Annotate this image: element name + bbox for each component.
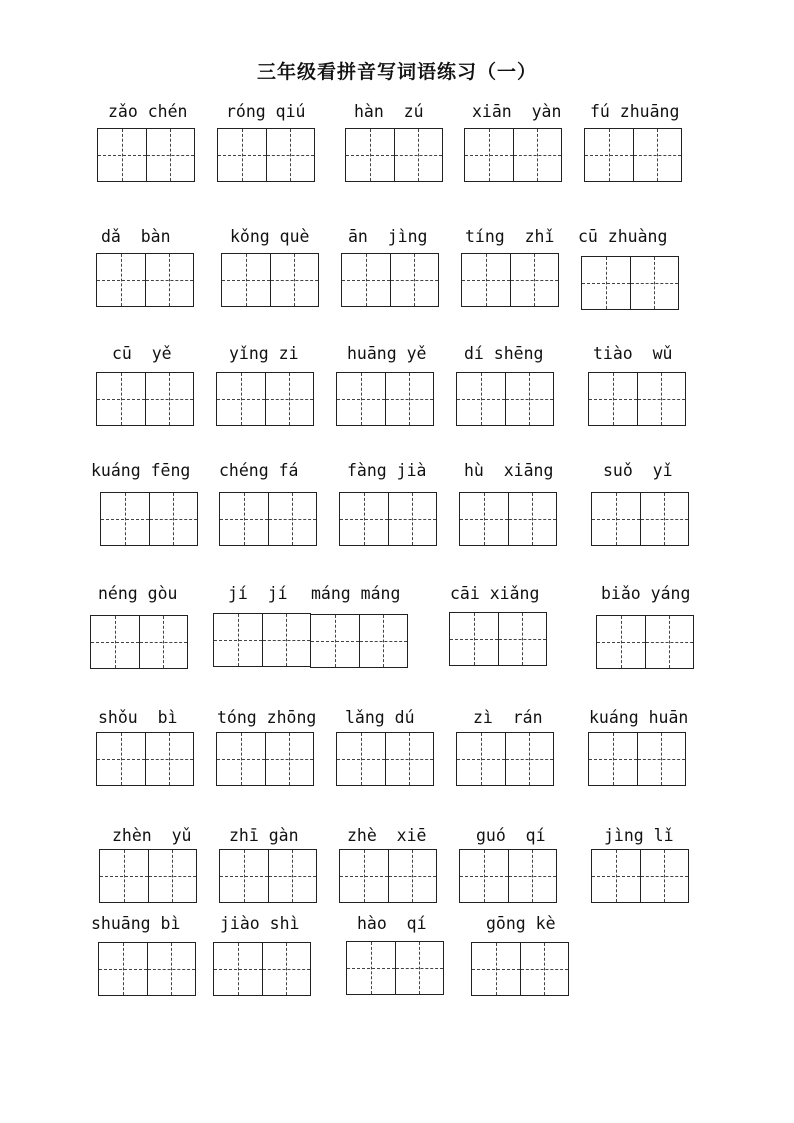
grid-cell[interactable] <box>262 614 311 666</box>
pinyin-label: zǎo chén <box>108 102 188 121</box>
grid-cell[interactable] <box>145 254 194 306</box>
pinyin-label: suǒ yǐ <box>603 461 673 480</box>
pinyin-label: fàng jià <box>347 461 427 480</box>
writing-grid[interactable] <box>310 614 408 668</box>
writing-grid[interactable] <box>97 128 195 182</box>
grid-cell[interactable] <box>139 616 188 668</box>
writing-grid[interactable] <box>449 612 547 666</box>
writing-grid[interactable] <box>584 128 682 182</box>
pinyin-label: tiào wǔ <box>593 344 673 363</box>
grid-cell[interactable] <box>101 493 149 545</box>
grid-cell[interactable] <box>270 254 319 306</box>
grid-cell[interactable] <box>347 942 395 994</box>
grid-cell[interactable] <box>337 373 385 425</box>
pinyin-label: xiān yàn <box>472 102 562 121</box>
grid-cell[interactable] <box>582 257 630 309</box>
grid-cell[interactable] <box>145 373 194 425</box>
pinyin-label: zhī gàn <box>229 826 299 845</box>
grid-cell[interactable] <box>346 129 394 181</box>
grid-cell[interactable] <box>597 616 645 668</box>
writing-grid[interactable] <box>596 615 694 669</box>
grid-cell[interactable] <box>218 129 266 181</box>
grid-cell[interactable] <box>505 733 554 785</box>
pinyin-label: zì rán <box>473 708 543 727</box>
grid-cell[interactable] <box>265 733 314 785</box>
grid-cell[interactable] <box>217 373 265 425</box>
writing-grid[interactable] <box>100 492 198 546</box>
grid-cell[interactable] <box>640 493 689 545</box>
grid-cell[interactable] <box>220 850 268 902</box>
grid-cell[interactable] <box>147 943 196 995</box>
writing-grid[interactable] <box>341 253 439 307</box>
grid-cell[interactable] <box>145 733 194 785</box>
grid-cell[interactable] <box>585 129 633 181</box>
grid-cell[interactable] <box>214 614 262 666</box>
grid-cell[interactable] <box>266 129 315 181</box>
pinyin-label: ān jìng <box>348 227 428 246</box>
grid-cell[interactable] <box>359 615 408 667</box>
pinyin-label: kuáng huān <box>589 708 689 727</box>
pinyin-label: hù xiāng <box>464 461 554 480</box>
grid-cell[interactable] <box>390 254 439 306</box>
writing-grid[interactable] <box>219 849 317 903</box>
grid-cell[interactable] <box>465 129 513 181</box>
pinyin-label: jiào shì <box>220 914 300 933</box>
writing-grid[interactable] <box>221 253 319 307</box>
grid-cell[interactable] <box>457 733 505 785</box>
grid-cell[interactable] <box>268 850 317 902</box>
writing-grid[interactable] <box>99 849 197 903</box>
pinyin-label: guó qí <box>476 826 546 845</box>
pinyin-label: cū yě <box>112 344 172 363</box>
writing-grid[interactable] <box>96 372 194 426</box>
writing-grid[interactable] <box>345 128 443 182</box>
writing-grid[interactable] <box>96 732 194 786</box>
grid-cell[interactable] <box>98 129 146 181</box>
grid-cell[interactable] <box>589 733 637 785</box>
grid-cell[interactable] <box>222 254 270 306</box>
grid-cell[interactable] <box>385 373 434 425</box>
grid-cell[interactable] <box>146 129 195 181</box>
page-title: 三年级看拼音写词语练习（一） <box>256 61 537 83</box>
pinyin-label: tóng zhōng <box>217 708 317 727</box>
grid-cell[interactable] <box>337 733 385 785</box>
grid-cell[interactable] <box>340 493 388 545</box>
writing-grid[interactable] <box>213 613 311 667</box>
grid-cell[interactable] <box>100 850 148 902</box>
writing-grid[interactable] <box>581 256 679 310</box>
pinyin-label: zhè xiē <box>347 826 427 845</box>
grid-cell[interactable] <box>460 850 508 902</box>
grid-cell[interactable] <box>149 493 198 545</box>
grid-cell[interactable] <box>645 616 694 668</box>
writing-grid[interactable] <box>591 849 689 903</box>
writing-grid[interactable] <box>336 372 434 426</box>
grid-cell[interactable] <box>505 373 554 425</box>
grid-cell[interactable] <box>637 373 686 425</box>
pinyin-label: yǐng zi <box>229 344 299 363</box>
writing-grid[interactable] <box>588 372 686 426</box>
grid-cell[interactable] <box>342 254 390 306</box>
grid-cell[interactable] <box>450 613 498 665</box>
pinyin-label: dí shēng <box>464 344 544 363</box>
writing-grid[interactable] <box>588 732 686 786</box>
writing-grid[interactable] <box>459 492 557 546</box>
pinyin-label: hàn zú <box>354 102 424 121</box>
writing-grid[interactable] <box>461 253 559 307</box>
grid-cell[interactable] <box>508 493 557 545</box>
pinyin-label: shuāng bì <box>91 914 181 933</box>
grid-cell[interactable] <box>385 733 434 785</box>
pinyin-label: hào qí <box>357 914 427 933</box>
pinyin-label: kǒng què <box>230 227 310 246</box>
grid-cell[interactable] <box>457 373 505 425</box>
writing-grid[interactable] <box>464 128 562 182</box>
writing-grid[interactable] <box>471 942 569 996</box>
pinyin-label: zhèn yǔ <box>112 826 192 845</box>
pinyin-label: gōng kè <box>486 914 556 933</box>
writing-grid[interactable] <box>456 372 554 426</box>
writing-grid[interactable] <box>217 128 315 182</box>
writing-grid[interactable] <box>459 849 557 903</box>
grid-cell[interactable] <box>262 943 311 995</box>
writing-grid[interactable] <box>216 372 314 426</box>
writing-grid[interactable] <box>90 615 188 669</box>
grid-cell[interactable] <box>91 616 139 668</box>
pinyin-label: jí jí <box>228 584 288 603</box>
writing-grid[interactable] <box>339 492 437 546</box>
grid-cell[interactable] <box>311 615 359 667</box>
grid-cell[interactable] <box>508 850 557 902</box>
grid-cell[interactable] <box>388 493 437 545</box>
pinyin-label: fú zhuāng <box>590 102 680 121</box>
writing-grid[interactable] <box>456 732 554 786</box>
grid-cell[interactable] <box>214 943 262 995</box>
grid-cell[interactable] <box>592 850 640 902</box>
pinyin-label: néng gòu <box>98 584 178 603</box>
writing-grid[interactable] <box>98 942 196 996</box>
grid-cell[interactable] <box>148 850 197 902</box>
grid-cell[interactable] <box>637 733 686 785</box>
grid-cell[interactable] <box>589 373 637 425</box>
grid-cell[interactable] <box>97 373 145 425</box>
writing-grid[interactable] <box>213 942 311 996</box>
pinyin-label: tíng zhǐ <box>465 227 555 246</box>
pinyin-label: róng qiú <box>226 102 306 121</box>
grid-cell[interactable] <box>640 850 689 902</box>
grid-cell[interactable] <box>388 850 437 902</box>
pinyin-label: biǎo yáng <box>601 584 691 603</box>
grid-cell[interactable] <box>498 613 547 665</box>
grid-cell[interactable] <box>633 129 682 181</box>
writing-grid[interactable] <box>339 849 437 903</box>
grid-cell[interactable] <box>630 257 679 309</box>
grid-cell[interactable] <box>472 943 520 995</box>
grid-cell[interactable] <box>268 493 317 545</box>
grid-cell[interactable] <box>395 942 444 994</box>
pinyin-label: huāng yě <box>347 344 427 363</box>
grid-cell[interactable] <box>340 850 388 902</box>
grid-cell[interactable] <box>460 493 508 545</box>
pinyin-label: kuáng fēng <box>91 461 191 480</box>
grid-cell[interactable] <box>220 493 268 545</box>
grid-cell[interactable] <box>462 254 510 306</box>
writing-grid[interactable] <box>216 732 314 786</box>
pinyin-label: lǎng dú <box>345 708 415 727</box>
pinyin-label: cū zhuàng <box>578 227 668 246</box>
grid-cell[interactable] <box>513 129 562 181</box>
pinyin-label: chéng fá <box>219 461 299 480</box>
writing-grid[interactable] <box>219 492 317 546</box>
pinyin-label: cāi xiǎng <box>450 584 540 603</box>
grid-cell[interactable] <box>520 943 569 995</box>
writing-grid[interactable] <box>346 941 444 995</box>
writing-grid[interactable] <box>96 253 194 307</box>
grid-cell[interactable] <box>97 254 145 306</box>
grid-cell[interactable] <box>217 733 265 785</box>
grid-cell[interactable] <box>394 129 443 181</box>
pinyin-label: shǒu bì <box>98 708 178 727</box>
grid-cell[interactable] <box>265 373 314 425</box>
pinyin-label: máng máng <box>311 584 401 603</box>
grid-cell[interactable] <box>99 943 147 995</box>
writing-grid[interactable] <box>336 732 434 786</box>
grid-cell[interactable] <box>592 493 640 545</box>
pinyin-label: dǎ bàn <box>101 227 171 246</box>
pinyin-label: jìng lǐ <box>604 826 674 845</box>
writing-grid[interactable] <box>591 492 689 546</box>
grid-cell[interactable] <box>510 254 559 306</box>
grid-cell[interactable] <box>97 733 145 785</box>
